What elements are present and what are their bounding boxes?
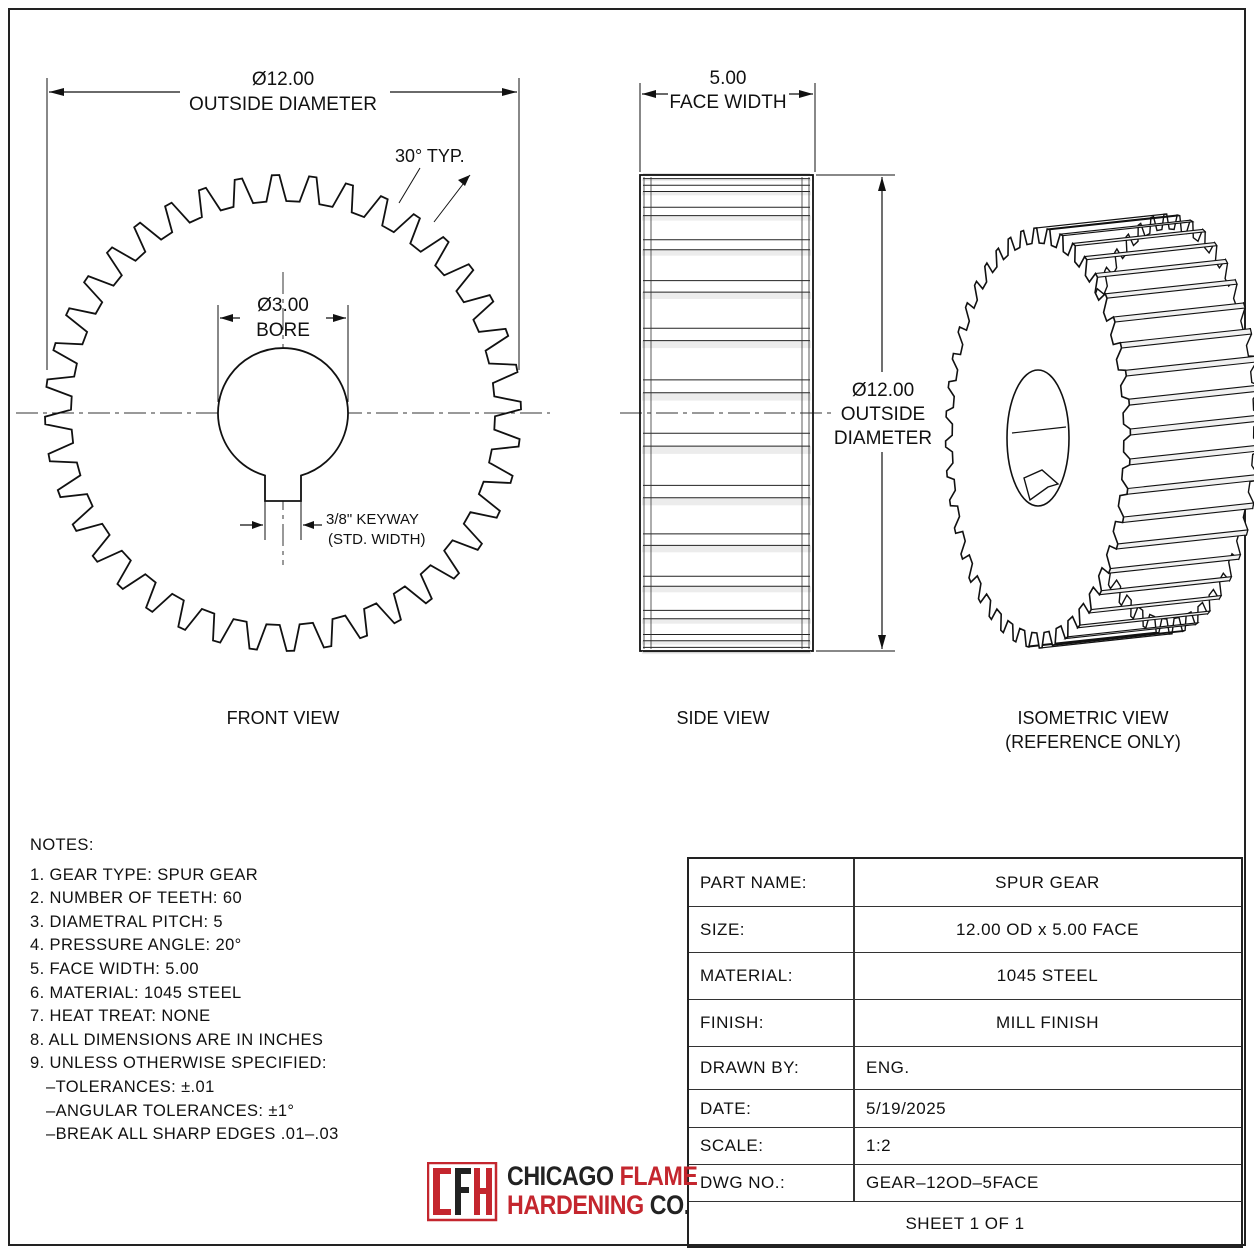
iso-caption-2: (REFERENCE ONLY) [1005, 732, 1181, 752]
side-od-dimension [816, 175, 932, 651]
side-tooth-shade [642, 586, 811, 592]
finish-value: MILL FINISH [995, 1013, 1100, 1032]
finish-label: FINISH: [700, 1013, 764, 1032]
date-label: DATE: [700, 1098, 752, 1118]
tb-row-material [689, 953, 1241, 1000]
note-item: 3. DIAMETRAL PITCH: 5 [30, 912, 223, 931]
face-dim-text: 5.00 [709, 68, 747, 89]
note-item: 1. GEAR TYPE: SPUR GEAR [30, 865, 259, 884]
drawn-by-value: ENG. [866, 1058, 910, 1077]
scale-label: SCALE: [700, 1136, 764, 1155]
logo-text-chicago: CHICAGO [507, 1161, 620, 1191]
tb-row-date [689, 1090, 1241, 1128]
iso-caption-1: ISOMETRIC VIEW [1017, 708, 1169, 728]
note-item: 8. ALL DIMENSIONS ARE IN INCHES [30, 1030, 324, 1049]
tb-row-dwg-no [689, 1165, 1241, 1202]
front-view-caption: FRONT VIEW [226, 708, 340, 728]
keyway-text-2: (STD. WIDTH) [328, 531, 426, 548]
tb-row-finish [689, 1000, 1241, 1047]
note-item: 4. PRESSURE ANGLE: 20° [30, 936, 242, 955]
material-value: 1045 STEEL [996, 966, 1099, 985]
side-tooth-shade [642, 192, 811, 196]
angle-callout [395, 146, 470, 222]
keyway-dimension [240, 500, 425, 548]
tb-row-drawn-by [689, 1047, 1241, 1090]
side-tooth-shade [642, 545, 811, 552]
side-tooth-shade [642, 341, 811, 349]
part-name-value: SPUR GEAR [995, 872, 1100, 892]
logo-monogram [427, 1162, 499, 1222]
side-view-caption: SIDE VIEW [676, 708, 770, 728]
face-label-text: FACE WIDTH [669, 92, 787, 113]
logo-line-2 [507, 1190, 690, 1221]
title-block [687, 857, 1243, 1248]
side-tooth-shade [642, 292, 811, 299]
side-view [620, 68, 932, 728]
notes-heading: NOTES: [30, 836, 94, 854]
tb-row-part-name [689, 859, 1241, 907]
side-od-line2: DIAMETER [833, 428, 933, 449]
tb-row-sheet [689, 1202, 1241, 1246]
side-od-dim-text: Ø12.00 [851, 380, 915, 401]
date-value: 5/19/2025 [866, 1098, 947, 1118]
scale-value: 1:2 [866, 1136, 892, 1155]
bore-with-keyway [218, 348, 348, 501]
keyway-text-1: 3/8" KEYWAY [326, 511, 419, 528]
side-tooth-shade [642, 498, 811, 506]
side-tooth-shade [642, 619, 811, 624]
drawn-by-label: DRAWN BY: [700, 1058, 800, 1077]
tb-row-scale [689, 1128, 1241, 1165]
note-item: 5. FACE WIDTH: 5.00 [30, 959, 199, 978]
angle-text: 30° TYP. [395, 146, 465, 166]
bore-label-text: BORE [256, 320, 310, 341]
logo-text-hardening: HARDENING [507, 1190, 644, 1220]
company-logo [427, 1161, 698, 1222]
side-tooth-shade [642, 641, 811, 645]
note-item: 6. MATERIAL: 1045 STEEL [30, 983, 242, 1002]
side-od-line1: OUTSIDE [840, 404, 926, 425]
notes-block [30, 834, 450, 1147]
od-dim-text: Ø12.00 [251, 69, 315, 90]
side-tooth-shade [642, 446, 811, 454]
logo-text-flame: FLAME [619, 1161, 698, 1191]
tb-row-size [689, 907, 1241, 953]
side-teeth-lines [642, 174, 811, 654]
dwg-no-label: DWG NO.: [700, 1173, 786, 1192]
sheet-value: SHEET 1 OF 1 [905, 1214, 1025, 1233]
note-item: 2. NUMBER OF TEETH: 60 [30, 889, 243, 908]
logo-text-co: CO. [643, 1190, 690, 1220]
size-label: SIZE: [700, 919, 746, 939]
iso-tooth-rib [1039, 634, 1172, 648]
note-sub-item: –TOLERANCES: ±.01 [46, 1077, 215, 1096]
front-view [16, 69, 550, 728]
note-item: 9. UNLESS OTHERWISE SPECIFIED: [30, 1054, 327, 1073]
bore-dim-text: Ø3.00 [257, 295, 309, 316]
isometric-view [946, 214, 1254, 752]
material-label: MATERIAL: [700, 966, 793, 985]
side-tooth-shade [642, 250, 811, 256]
face-width-dimension [640, 68, 815, 172]
dwg-no-value: GEAR–12OD–5FACE [866, 1173, 1039, 1192]
part-name-label: PART NAME: [700, 872, 808, 892]
od-label-text: OUTSIDE DIAMETER [189, 94, 377, 115]
note-item: 7. HEAT TREAT: NONE [30, 1007, 211, 1026]
note-sub-item: –ANGULAR TOLERANCES: ±1° [46, 1101, 295, 1120]
note-sub-item: –BREAK ALL SHARP EDGES .01–.03 [46, 1125, 339, 1144]
logo-line-1 [507, 1161, 697, 1192]
side-tooth-shade [642, 393, 811, 401]
side-tooth-shade [642, 216, 811, 221]
iso-tooth-rib [1047, 215, 1180, 230]
size-value: 12.00 OD x 5.00 FACE [956, 919, 1139, 939]
